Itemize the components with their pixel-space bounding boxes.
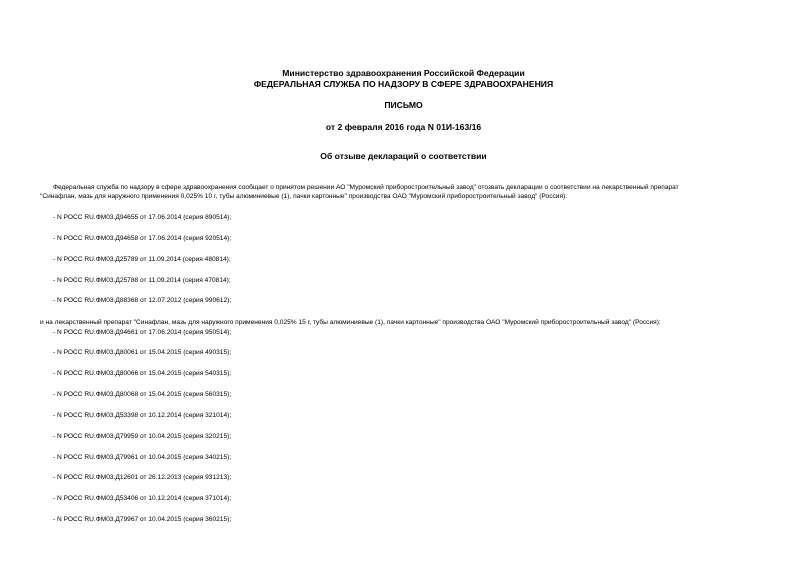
declaration-item: - N РОСС RU.ФМ03.Д94655 от 17.06.2014 (серия 890514);	[53, 214, 232, 221]
declaration-item: - N РОСС RU.ФМ03.Д25788 от 11.09.2014 (серия 470814);	[53, 277, 231, 284]
declaration-item: - N РОСС RU.ФМ03.Д12601 от 26.12.2013 (серия 931213);	[53, 474, 232, 481]
ministry-title: Министерство здравоохранения Российской Федерации	[282, 68, 525, 78]
declaration-item: - N РОСС RU.ФМ03.Д79967 от 10.04.2015 (серия 360215);	[53, 516, 232, 523]
declaration-item: - N РОСС RU.ФМ03.Д80061 от 15.04.2015 (серия 490315);	[53, 349, 232, 356]
declaration-item: - N РОСС RU.ФМ03.Д80068 от 15.04.2015 (серия 560315);	[53, 391, 232, 398]
intro-line-2: "Синафлан, мазь для наружного применения 0,025% 10 г, тубы алюминиевые (1), пачки картонные" производства ОАО "Муромский приборостроительный завод" (Россия):	[40, 193, 568, 200]
declaration-item: - N РОСС RU.ФМ03.Д94661 от 17.06.2014 (серия 950514);	[53, 329, 232, 336]
intro-line-1: Федеральная служба по надзору в сфере здравоохранения сообщает о принятом решении АО "Муромский приборостроительный завод" отозвать декларации о соответствии на лекарственный препарат	[53, 184, 679, 191]
document-date-number: от 2 февраля 2016 года N 01И-163/16	[325, 122, 482, 132]
declaration-item: - N РОСС RU.ФМ03.Д53398 от 10.12.2014 (серия 321014);	[53, 412, 232, 419]
declaration-item: - N РОСС RU.ФМ03.Д79961 от 10.04.2015 (серия 340215);	[53, 454, 232, 461]
declaration-item: - N РОСС RU.ФМ03.Д94658 от 17.06.2014 (серия 920514);	[53, 235, 232, 242]
document-subject: Об отзыве деклараций о соответствии	[320, 151, 487, 161]
document-type: ПИСЬМО	[384, 100, 423, 110]
declaration-item: - N РОСС RU.ФМ03.Д25789 от 11.09.2014 (серия 480814);	[53, 256, 231, 263]
service-title: ФЕДЕРАЛЬНАЯ СЛУЖБА ПО НАДЗОРУ В СФЕРЕ ЗДРАВООХРАНЕНИЯ	[253, 79, 554, 89]
intro-paragraph	[40, 183, 768, 201]
declaration-item: - N РОСС RU.ФМ03.Д80066 от 15.04.2015 (серия 540315);	[53, 370, 232, 377]
declaration-item: - N РОСС RU.ФМ03.Д88368 от 12.07.2012 (серия 990612);	[53, 297, 232, 304]
declaration-item: - N РОСС RU.ФМ03.Д79959 от 10.04.2015 (серия 320215);	[53, 433, 232, 440]
continuation-paragraph: и на лекарственный препарат "Синафлан, мазь для наружного применения 0,025% 15 г, тубы алюминиевые (1), пачки картонные" производства ОАО "Муромский приборостроительный завод" (Россия):	[40, 319, 661, 326]
declaration-item: - N РОСС RU.ФМ03.Д53406 от 10.12.2014 (серия 371014);	[53, 495, 232, 502]
